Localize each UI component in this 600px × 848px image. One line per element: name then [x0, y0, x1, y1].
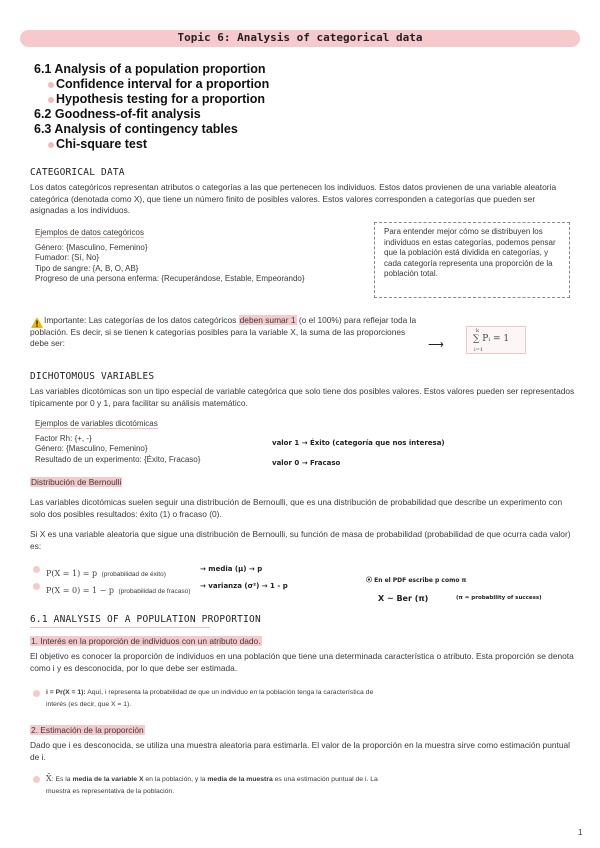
distribution-note: X ~ Ber (π) [378, 594, 429, 603]
pdf-note: ⦿ En el PDF escribe p como π [366, 577, 467, 584]
bernoulli-paragraph-1: Las variables dicotómicas suelen seguir una distribución de Bernoulli, que es una distribución de probabilidad que describe un experimento con solo dos posibles resultados: éxito (1) o fracaso (0). [30, 497, 563, 519]
note-box-text: Para entender mejor cómo se distribuyen los individuos en estas categorías, podemos pensar que la población está dividida en categorías, y cada categoría representa una proporción de la población total. [384, 227, 556, 278]
example-item: Progreso de una persona enferma: {Recuperándose, Estable, Empeorando} [35, 274, 305, 283]
value0-note: valor 0 → Fracaso [272, 459, 341, 467]
variance-note: → varianza (σ²) → 1 - p [200, 582, 288, 590]
bullet-dot [33, 776, 40, 783]
example-item: Resultado de un experimento: {Éxito, Fracaso} [35, 454, 201, 464]
categorical-examples [35, 228, 365, 285]
mean-note: → media (μ) → p [200, 565, 263, 573]
proportion-paragraph-1: El objetivo es conocer la proporción de individuos en una población que tiene una determinada característica o atributo. Esta proporción se denota como i y es desconocida, por lo que debe ser estimada. [30, 651, 574, 673]
pi-note: (π = probability of success) [456, 595, 542, 601]
section-heading-proportion: 6.1 ANALYSIS OF A POPULATION PROPORTION [30, 614, 261, 625]
toc-item: 6.2 Goodness-of-fit analysis [34, 107, 201, 121]
table-of-contents [34, 62, 334, 152]
bernoulli-title: Distribución de Bernoulli [31, 477, 122, 487]
bullet-dot [48, 82, 54, 88]
bullet-dot [48, 142, 54, 148]
toc-item: Hypothesis testing for a proportion [34, 92, 334, 107]
record-icon: ⦿ [366, 577, 373, 584]
important-note: Importante: Las categorías de los datos categóricos deben sumar 1 (o el 100%) para reflejar toda la población. Es decir, si se tienen k categorías posibles para la variable X, la suma de las proporciones debe ser: [30, 315, 417, 348]
proportion-paragraph-2: Dado que i es desconocida, se utiliza una muestra aleatoria para estimarla. El valor de la proporción en la muestra sirve como estimación puntual de i. [30, 740, 571, 762]
example-item: Tipo de sangre: {A, B, O, AB} [35, 263, 139, 273]
highlight: deben sumar 1 [239, 315, 296, 325]
toc-item: Chi-square test [34, 137, 334, 152]
proportion-sub-1: 1. Interés en la proporción de individuos con un atributo dado. [31, 636, 261, 646]
proportion-bullet-2: X̄: Es la media de la variable X en la población, y la media de la muestra es una estimación puntual de i. La muestra es representativa de la población. [46, 774, 378, 795]
bernoulli-paragraph-2: Si X es una variable aleatoria que sigue una distribución de Bernoulli, su función de masa de probabilidad (probabilidad de que ocurra cada valor) es: [30, 529, 571, 551]
proportion-sub-2: 2. Estimación de la proporción [31, 725, 144, 735]
section-heading-categorical: CATEGORICAL DATA [30, 167, 125, 178]
arrow-icon: ⟶ [428, 339, 444, 351]
examples-title: Ejemplos de variables dicotómicas [35, 419, 158, 428]
proportion-bullet-1: i = Pr(X = 1): Aquí, i representa la probabilidad de que un individuo en la población tenga la característica de interés (es decir, que X = 1). [46, 689, 374, 708]
bullet-dot [33, 566, 40, 573]
examples-title: Ejemplos de datos categóricos [35, 228, 144, 237]
dichotomous-examples [35, 419, 265, 465]
heading-underline [30, 627, 210, 628]
bullet-dot [33, 583, 40, 590]
sum-formula-box: k ∑ Pᵢ = 1 i=1 [466, 326, 526, 354]
example-item: Género: {Masculino, Femenino} [35, 444, 148, 453]
example-item: Factor Rh: {+, -} [35, 433, 92, 443]
pmf-success: P(X = 1) = p (probabilidad de éxito) [46, 569, 166, 578]
page-title: Topic 6: Analysis of categorical data [177, 31, 423, 44]
toc-item: Confidence interval for a proportion [34, 77, 334, 92]
pmf-failure: P(X = 0) = 1 − p (probabilidad de fracaso) [46, 586, 191, 595]
note-box [374, 222, 570, 298]
categorical-intro: Los datos categóricos representan atributos o categorías a las que pertenecen los individuos. Estos datos provienen de una variable aleatoria categórica (denotada como X), que tiene un número finito de posibles valores. Estos valores corresponden a categorías que pueden ser asignadas a los individuos. [30, 182, 557, 215]
example-item: Fumador: {Sí, No} [35, 253, 100, 262]
bullet-dot [33, 690, 40, 697]
example-item: Género: {Masculino, Femenino} [35, 242, 148, 252]
dichotomous-intro: Las variables dicotómicas son un tipo especial de variable categórica que solo tiene dos posibles valores. Estos valores pueden ser representados típicamente por 0 y 1, para facilitar su análisis matemático. [30, 386, 575, 408]
value1-note: valor 1 → Éxito (categoría que nos interesa) [272, 439, 445, 447]
bullet-dot [48, 97, 54, 103]
section-heading-dichotomous: DICHOTOMOUS VARIABLES [30, 371, 155, 382]
toc-item: 6.3 Analysis of contingency tables [34, 122, 238, 136]
page-number: 1 [578, 828, 583, 837]
toc-item: 6.1 Analysis of a population proportion [34, 62, 266, 76]
